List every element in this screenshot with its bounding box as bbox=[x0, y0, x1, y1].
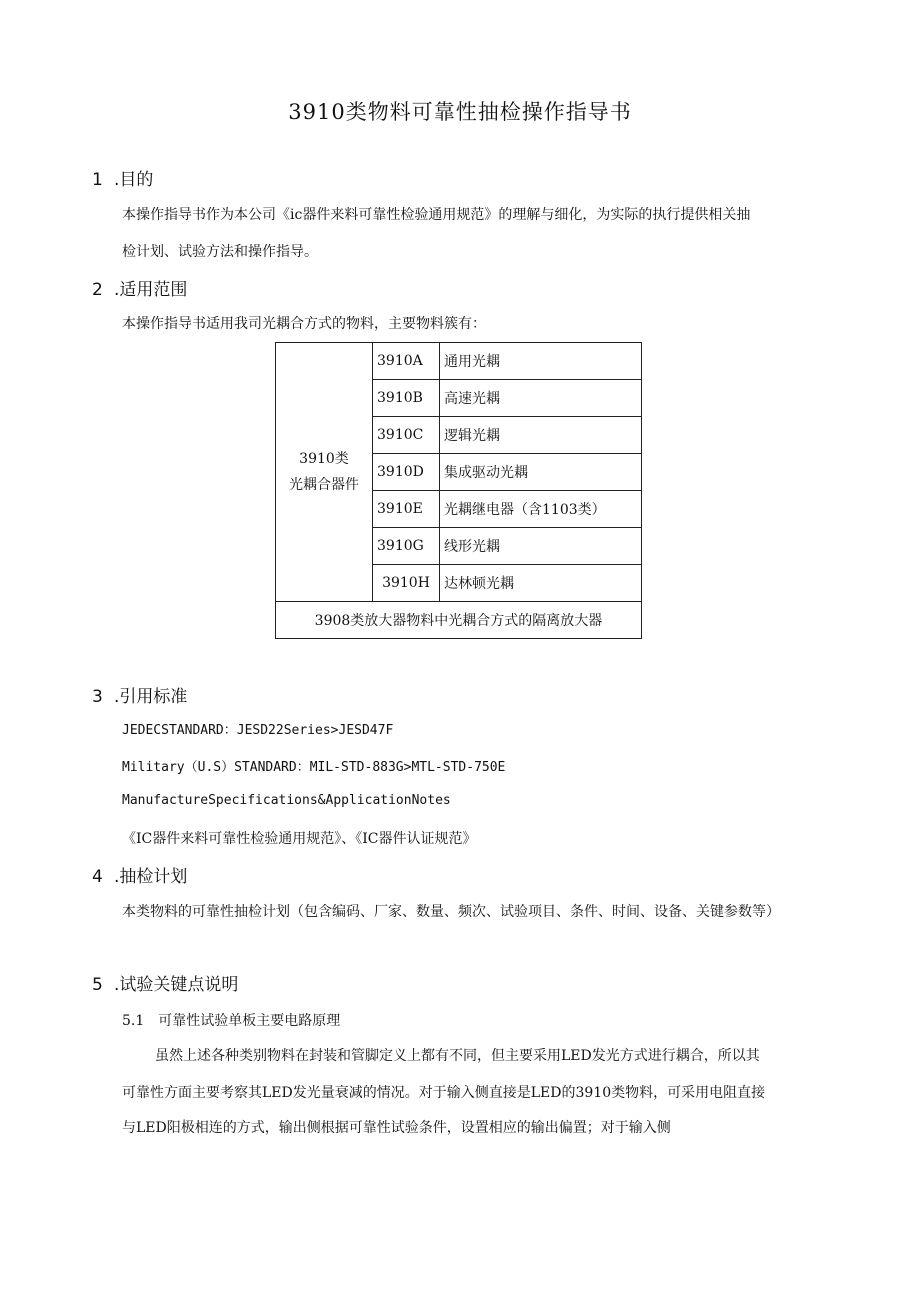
section-3-title: .引用标准 bbox=[114, 687, 188, 707]
section-4-heading bbox=[92, 862, 187, 887]
material-code: 3910E bbox=[373, 491, 440, 528]
material-desc: 高速光耦 bbox=[440, 380, 642, 417]
section-2-number: 2 bbox=[92, 280, 103, 300]
section-1-heading bbox=[92, 165, 153, 190]
group-cell bbox=[276, 343, 373, 602]
standard-line-2: Military（U.S）STANDARD：MIL-STD-883G>MTL-STD-750E bbox=[122, 760, 506, 775]
section-3-number: 3 bbox=[92, 687, 103, 707]
section-1-number: 1 bbox=[92, 170, 103, 190]
table-row bbox=[276, 343, 642, 380]
material-desc: 线形光耦 bbox=[440, 528, 642, 565]
section-5-paragraph-line-1: 虽然上述各种类别物料在封装和管脚定义上都有不同，但主要采用LED发光方式进行耦合，所以其 bbox=[155, 1048, 760, 1064]
material-desc: 达林顿光耦 bbox=[440, 565, 642, 602]
material-code: 3910D bbox=[373, 454, 440, 491]
material-desc: 集成驱动光耦 bbox=[440, 454, 642, 491]
section-5-title: .试验关键点说明 bbox=[114, 975, 239, 995]
table-footer-row bbox=[276, 602, 642, 639]
section-1-line-2: 检计划、试验方法和操作指导。 bbox=[122, 244, 318, 260]
section-3-heading bbox=[92, 682, 187, 707]
section-5-paragraph-line-3: 与LED阳极相连的方式，输出侧根据可靠性试验条件，设置相应的输出偏置；对于输入侧 bbox=[122, 1120, 671, 1136]
standard-line-1: JEDECSTANDARD：JESD22Series>JESD47F bbox=[122, 723, 394, 738]
subsection-5-1-title: 5.1 可靠性试验单板主要电路原理 bbox=[122, 1013, 341, 1029]
section-1-title: .目的 bbox=[114, 170, 154, 190]
section-5-number: 5 bbox=[92, 975, 103, 995]
material-code: 3910H bbox=[373, 565, 440, 602]
material-code: 3910G bbox=[373, 528, 440, 565]
material-desc: 通用光耦 bbox=[440, 343, 642, 380]
section-1-line-1: 本操作指导书作为本公司《ic器件来料可靠性检验通用规范》的理解与细化，为实际的执行提供相关抽 bbox=[122, 207, 751, 223]
section-2-heading bbox=[92, 275, 187, 300]
material-desc: 逻辑光耦 bbox=[440, 417, 642, 454]
section-4-line-1: 本类物料的可靠性抽检计划（包含编码、厂家、数量、频次、试验项目、条件、时间、设备、关键参数等） bbox=[122, 904, 780, 920]
material-scope-table bbox=[275, 342, 642, 639]
material-code: 3910B bbox=[373, 380, 440, 417]
section-4-number: 4 bbox=[92, 867, 103, 887]
section-2-line-1: 本操作指导书适用我司光耦合方式的物料，主要物料簇有： bbox=[122, 316, 486, 332]
section-5-heading bbox=[92, 970, 238, 995]
standard-line-4: 《IC器件来料可靠性检验通用规范》、《IC器件认证规范》 bbox=[122, 831, 477, 847]
group-label-line-2: 光耦合器件 bbox=[289, 477, 359, 493]
section-2-title: .适用范围 bbox=[114, 280, 188, 300]
section-4-title: .抽检计划 bbox=[114, 867, 188, 887]
group-label-line-1: 3910类 bbox=[299, 451, 349, 467]
document-title: 3910类物料可靠性抽检操作指导书 bbox=[288, 100, 632, 124]
material-desc: 光耦继电器（含1103类） bbox=[440, 491, 642, 528]
table-footer-cell: 3908类放大器物料中光耦合方式的隔离放大器 bbox=[276, 602, 642, 639]
material-code: 3910A bbox=[373, 343, 440, 380]
section-5-paragraph-line-2: 可靠性方面主要考察其LED发光量衰减的情况。对于输入侧直接是LED的3910类物料，可采用电阻直接 bbox=[122, 1085, 766, 1101]
material-code: 3910C bbox=[373, 417, 440, 454]
standard-line-3: ManufactureSpecifications&ApplicationNotes bbox=[122, 793, 451, 808]
